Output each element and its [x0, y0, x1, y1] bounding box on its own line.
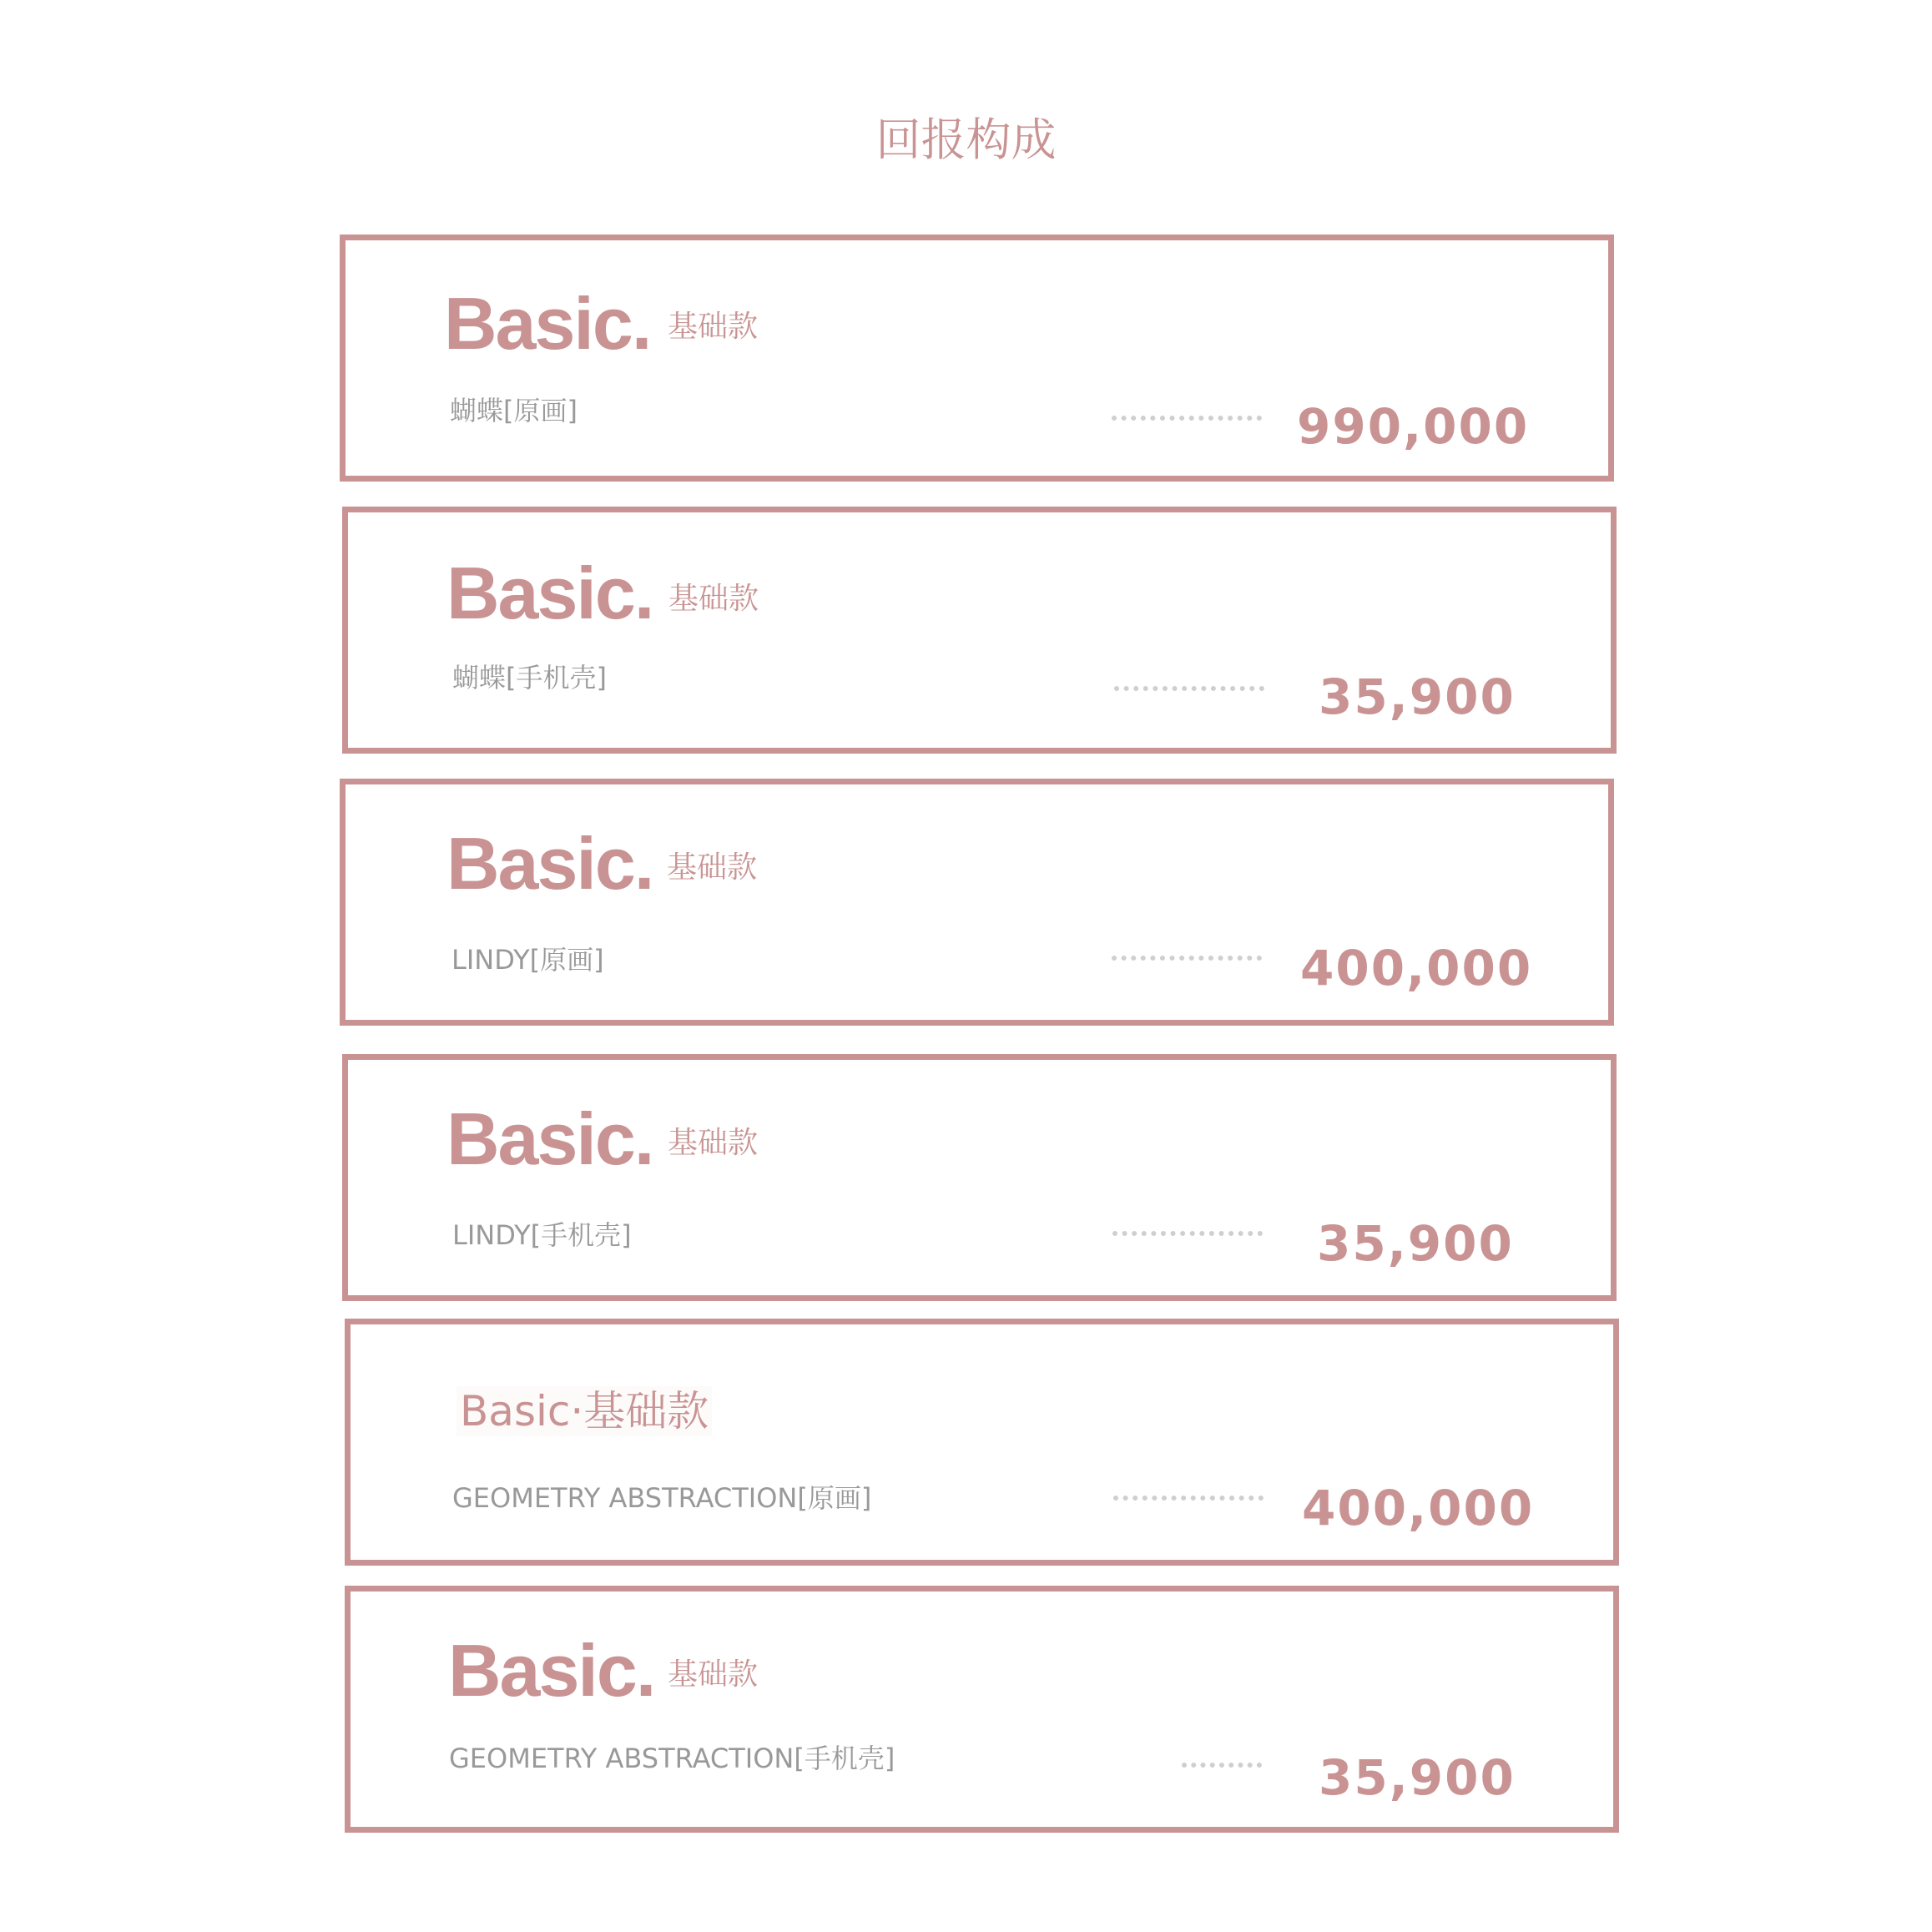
- tier-label-cn: 基础款: [667, 850, 758, 885]
- tier-label: Basic.: [444, 282, 651, 365]
- reward-card: [340, 779, 1614, 1026]
- dotted-leader: [1182, 1763, 1262, 1768]
- tier-label: Basic·基础款: [457, 1386, 712, 1436]
- reward-card: [340, 235, 1614, 482]
- tier-label-cn: 基础款: [668, 1657, 759, 1692]
- reward-price: 400,000: [1302, 1480, 1535, 1536]
- page-title: 回报构成: [875, 113, 1057, 166]
- reward-price: 35,900: [1317, 1215, 1514, 1272]
- tier-label: Basic.: [446, 822, 653, 905]
- reward-item-name: LINDY[手机壳]: [452, 1219, 632, 1251]
- tier-label-cn: 基础款: [668, 310, 759, 344]
- tier-label: Basic.: [446, 1097, 653, 1180]
- dotted-leader: [1112, 1231, 1263, 1236]
- dotted-leader: [1113, 1496, 1264, 1501]
- reward-price: 400,000: [1300, 940, 1533, 996]
- reward-card: [342, 507, 1617, 754]
- reward-card: [345, 1319, 1619, 1566]
- reward-card: [345, 1586, 1619, 1833]
- reward-item-name: 蝴蝶[手机壳]: [452, 662, 607, 694]
- reward-price: 35,900: [1319, 1749, 1516, 1806]
- reward-card: [342, 1054, 1617, 1301]
- dotted-leader: [1112, 956, 1262, 961]
- tier-label: Basic.: [446, 552, 653, 634]
- tier-label: Basic.: [448, 1629, 655, 1712]
- reward-item-name: GEOMETRY ABSTRACTION[手机壳]: [449, 1743, 895, 1774]
- reward-item-name: 蝴蝶[原画]: [450, 395, 578, 426]
- dotted-leader: [1112, 416, 1262, 421]
- reward-item-name: LINDY[原画]: [451, 944, 604, 976]
- reward-price: 990,000: [1297, 398, 1530, 455]
- dotted-leader: [1114, 686, 1264, 691]
- reward-price: 35,900: [1319, 668, 1516, 725]
- reward-item-name: GEOMETRY ABSTRACTION[原画]: [452, 1482, 872, 1514]
- tier-label-cn: 基础款: [668, 582, 759, 616]
- tier-label-cn: 基础款: [668, 1126, 759, 1160]
